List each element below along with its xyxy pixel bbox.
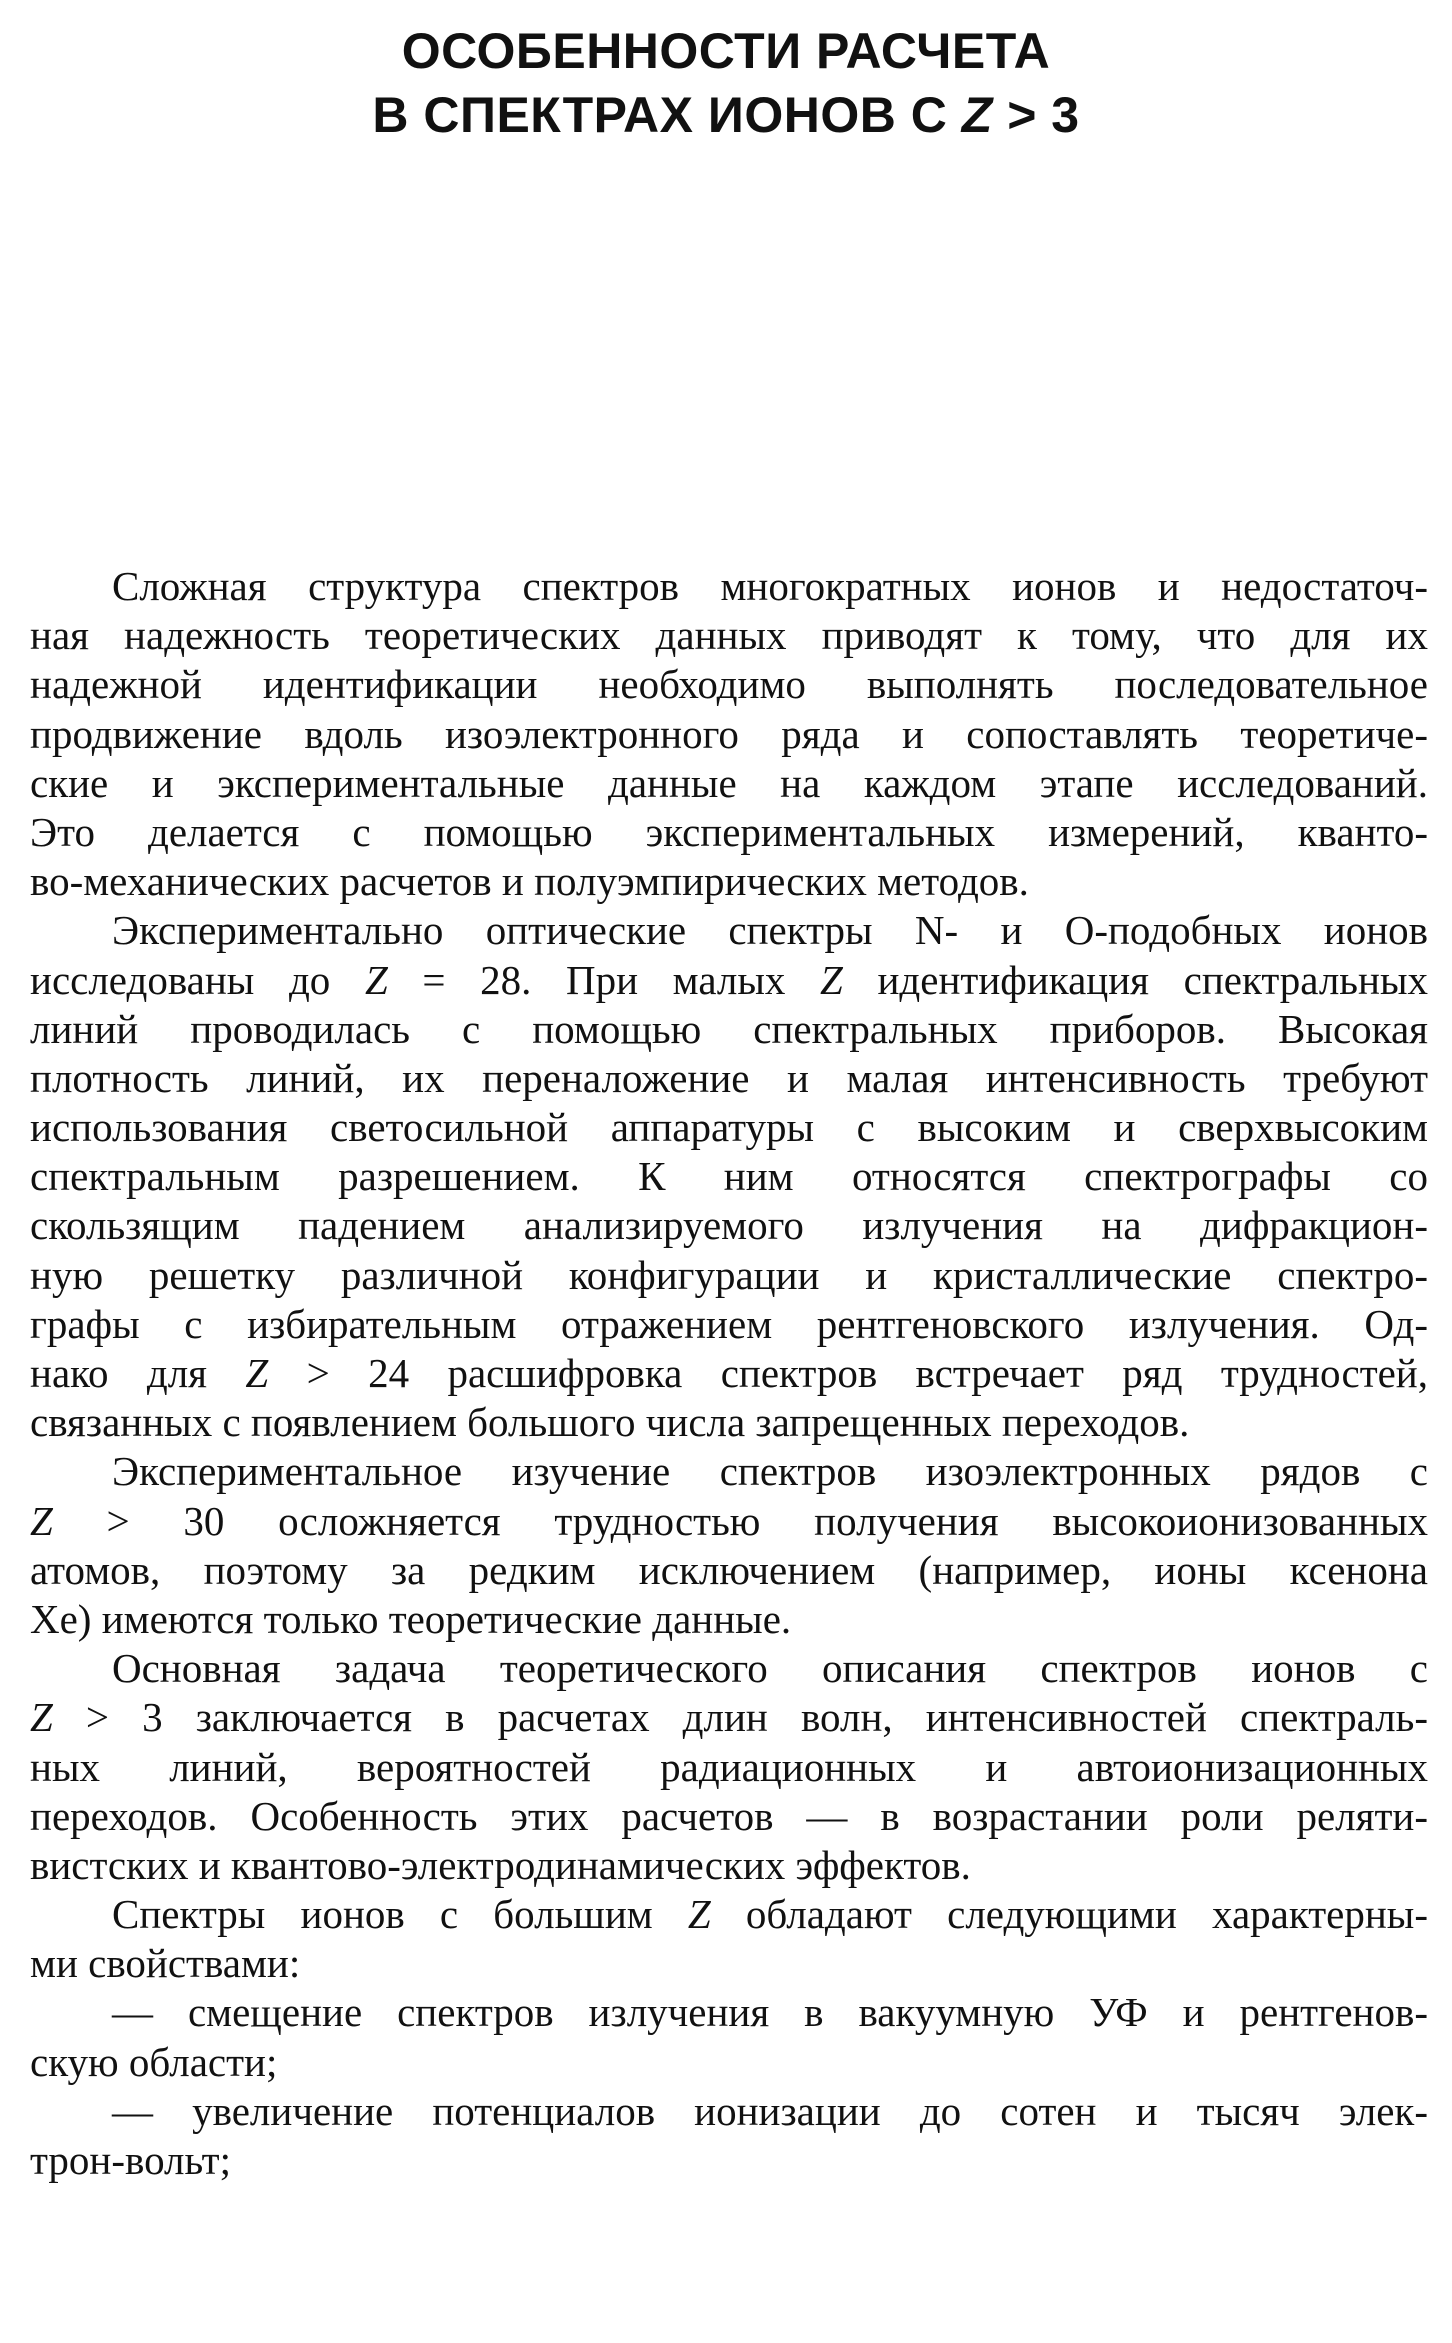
text-line: ми свойствами: xyxy=(30,1940,301,1987)
text-line: скользящим падением анализируемого излучения на дифракцион- xyxy=(30,1202,1428,1249)
chapter-title-prefix: В СПЕКТРАХ ИОНОВ С xyxy=(372,87,962,143)
text-line: Экспериментальное изучение спектров изоэлектронных рядов с xyxy=(112,1448,1428,1495)
text-line: атомов, поэтому за редким исключением (например, ионы ксенона xyxy=(30,1546,1428,1593)
text-line: Основная задача теоретического описания спектров ионов с xyxy=(112,1645,1428,1692)
text-line: плотность линий, их переналожение и малая интенсивность требуют xyxy=(30,1054,1428,1101)
text-line: — увеличение потенциалов ионизации до сотен и тысяч элек- xyxy=(112,2087,1428,2134)
text-line: Xe) имеются только теоретические данные. xyxy=(30,1595,792,1642)
text-line: Сложная структура спектров многократных ионов и недостаточ- xyxy=(112,563,1428,609)
body-text xyxy=(30,562,1428,2185)
text-line: вистских и квантово-электродинамических эффектов. xyxy=(30,1841,971,1888)
text-line: переходов. Особенность этих расчетов — в возрастании роли реляти- xyxy=(30,1792,1428,1839)
text-line: спектральным разрешением. К ним относятся спектрографы со xyxy=(30,1153,1428,1200)
text-line: Это делается с помощью экспериментальных измерений, кванто- xyxy=(30,808,1428,855)
text-line: трон-вольт; xyxy=(30,2137,231,2183)
text-line: нако для Z > 24 расшифровка спектров встречает ряд трудностей, xyxy=(30,1350,1429,1396)
chapter-title-variable: Z xyxy=(961,87,993,143)
text-line: Z > 3 заключается в расчетах длин волн, интенсивностей спектраль- xyxy=(30,1694,1428,1741)
paragraph xyxy=(30,1988,1428,2086)
text-line: ная надежность теоретических данных приводят к тому, что для их xyxy=(30,612,1428,659)
paragraph xyxy=(30,1890,1428,1988)
paragraph xyxy=(30,1644,1428,1890)
text-line: использования светосильной аппаратуры с высоким и сверхвысоким xyxy=(30,1104,1428,1151)
paragraph xyxy=(30,1447,1428,1644)
text-line: ных линий, вероятностей радиационных и автоионизационных xyxy=(30,1743,1428,1790)
text-line: ские и экспериментальные данные на каждом этапе исследований. xyxy=(30,759,1428,806)
text-line: во-механических расчетов и полуэмпирических методов. xyxy=(30,858,1029,905)
text-line: графы с избирательным отражением рентгеновского излучения. Од- xyxy=(30,1300,1428,1347)
chapter-title-line-2 xyxy=(0,84,1452,146)
chapter-title-text: ОСОБЕННОСТИ РАСЧЕТА xyxy=(401,23,1051,79)
chapter-title-suffix: > 3 xyxy=(992,87,1080,143)
paragraph xyxy=(30,906,1428,1447)
text-line: — смещение спектров излучения в вакуумную УФ и рентгенов- xyxy=(112,1989,1428,2036)
chapter-title-line-1 xyxy=(0,20,1452,82)
text-line: скую области; xyxy=(30,2038,278,2085)
paragraph xyxy=(30,562,1428,906)
text-line: надежной идентификации необходимо выполнять последовательное xyxy=(30,661,1428,708)
paragraph xyxy=(30,2087,1428,2185)
text-line: ную решетку различной конфигурации и кристаллические спектро- xyxy=(30,1251,1428,1298)
text-line: продвижение вдоль изоэлектронного ряда и сопоставлять теоретиче- xyxy=(30,710,1428,757)
text-line: связанных с появлением большого числа запрещенных переходов. xyxy=(30,1399,1190,1446)
text-line: Спектры ионов с большим Z обладают следующими характерны- xyxy=(112,1891,1428,1938)
text-line: Z > 30 осложняется трудностью получения высокоионизованных xyxy=(30,1497,1428,1544)
text-line: исследованы до Z = 28. При малых Z идентификация спектральных xyxy=(30,956,1428,1003)
text-line: линий проводилась с помощью спектральных приборов. Высокая xyxy=(30,1005,1428,1052)
text-line: Экспериментально оптические спектры N- и O-подобных ионов xyxy=(112,907,1428,954)
